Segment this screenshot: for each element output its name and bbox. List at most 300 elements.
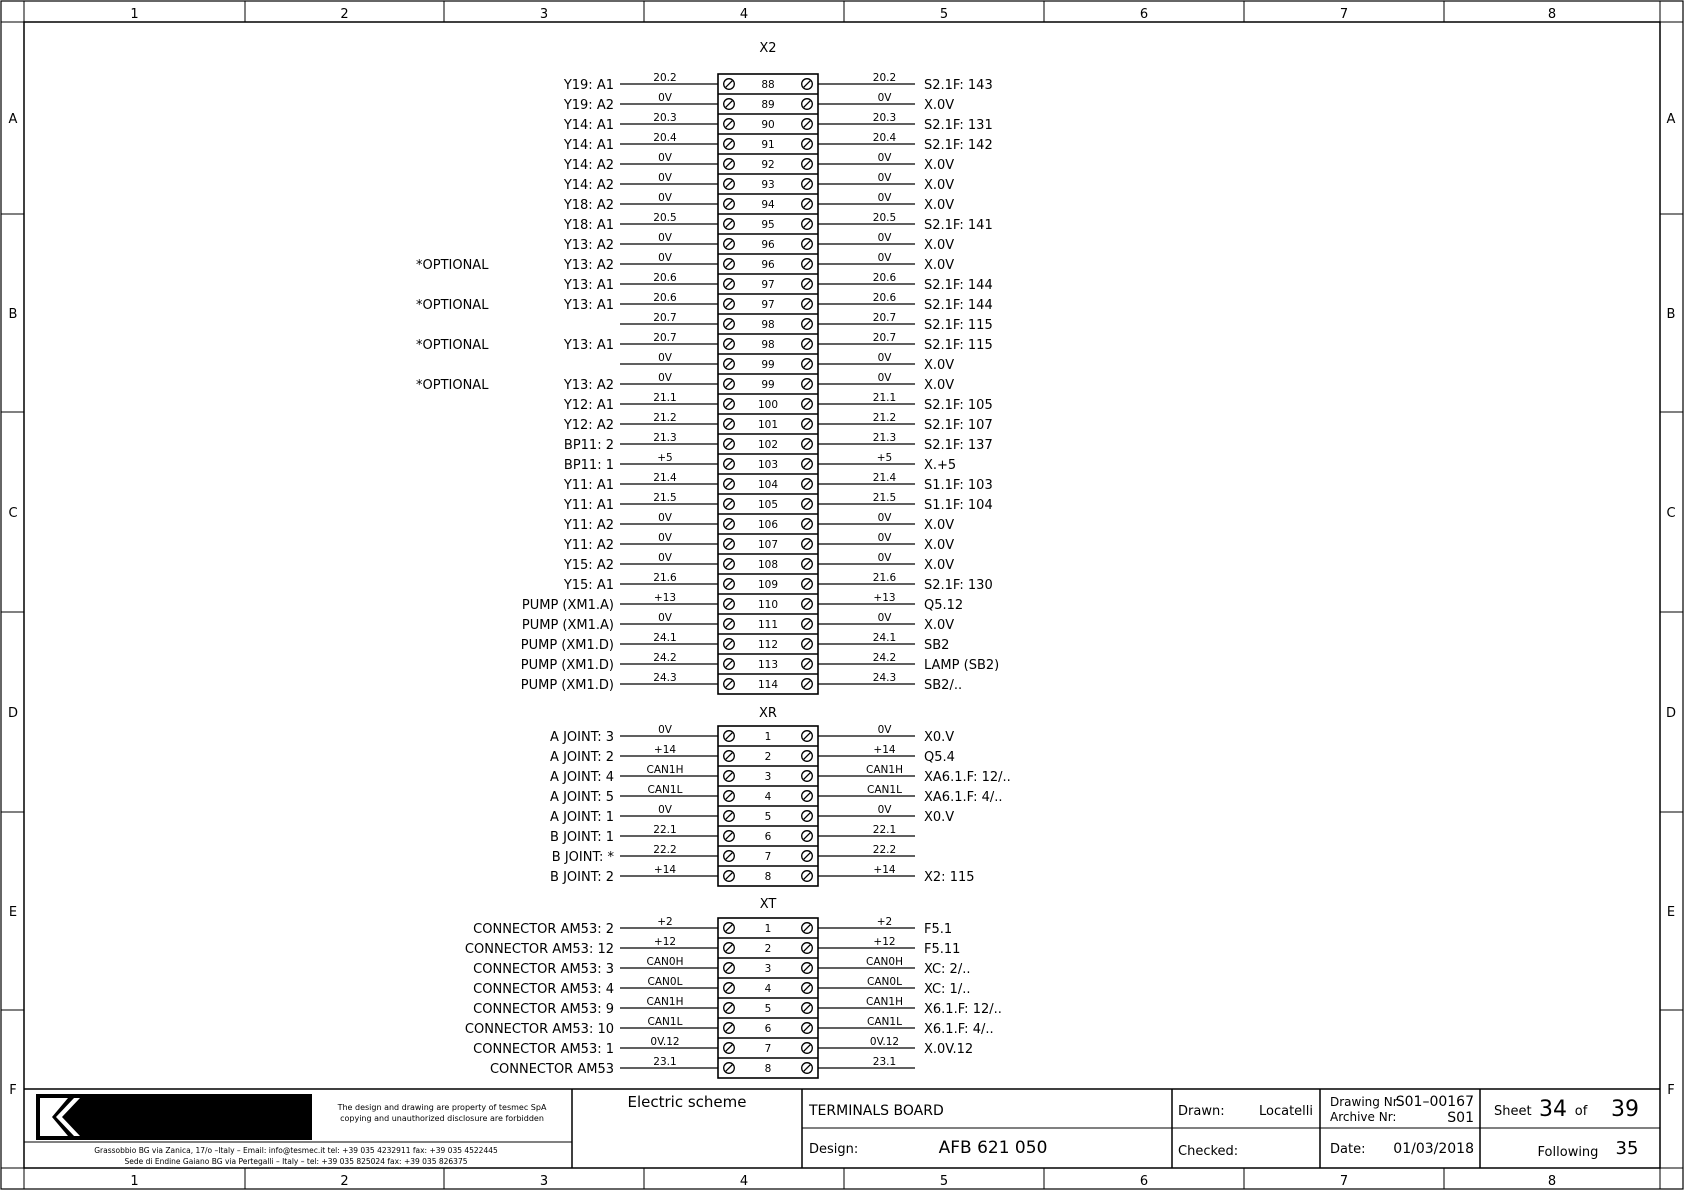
wire-id-right: 0V (877, 192, 892, 204)
terminal-row (620, 352, 954, 373)
terminal-number: 99 (761, 379, 775, 391)
terminal-row (550, 724, 954, 745)
connection-source: PUMP (XM1.D) (520, 678, 614, 693)
screw-right-icon (802, 199, 813, 210)
connection-destination: X.0V (924, 558, 955, 573)
terminal-row (563, 212, 993, 233)
wire-id-right: 24.2 (872, 652, 897, 664)
screw-right-icon (802, 579, 813, 590)
wire-id-left: 21.4 (653, 472, 677, 484)
block-name: XT (759, 897, 777, 912)
wire-id-right: +12 (873, 936, 896, 948)
terminal-row (552, 844, 915, 865)
connection-source: Y12: A1 (563, 398, 614, 413)
terminal-number: 1 (764, 731, 772, 743)
wire-id-right: CAN0L (867, 976, 902, 988)
wire-id-right: 21.1 (872, 392, 897, 404)
screw-left-icon (724, 679, 735, 690)
wire-id-left: 0V (658, 532, 672, 544)
wire-id-right: 0V (877, 372, 892, 384)
terminal-row (550, 744, 955, 765)
screw-left-icon (724, 179, 735, 190)
wire-id-right: +2 (876, 916, 893, 928)
wire-id-left: 21.6 (653, 572, 677, 584)
terminal-row (550, 824, 915, 845)
screw-left-icon (724, 1023, 735, 1034)
wire-id-left: 21.3 (653, 432, 677, 444)
connection-destination: S2.1F: 142 (924, 138, 993, 153)
connection-source: Y15: A2 (563, 558, 614, 573)
wire-id-left: +14 (653, 864, 677, 876)
screw-right-icon (802, 1003, 813, 1014)
screw-left-icon (724, 659, 735, 670)
terminal-number: 91 (761, 139, 775, 151)
connection-source: Y14: A1 (563, 118, 614, 133)
terminal-row (563, 272, 993, 293)
connection-destination: X6.1.F: 4/.. (924, 1022, 994, 1037)
screw-right-icon (802, 279, 813, 290)
screw-left-icon (724, 963, 735, 974)
screw-right-icon (802, 659, 813, 670)
wire-id-left: 20.5 (653, 212, 677, 224)
connection-source: CONNECTOR AM53: 4 (473, 982, 614, 997)
title-block (24, 1089, 1660, 1168)
screw-left-icon (724, 771, 735, 782)
screw-right-icon (802, 679, 813, 690)
screw-left-icon (724, 419, 735, 430)
screw-left-icon (724, 299, 735, 310)
connection-destination: S2.1F: 131 (924, 118, 993, 133)
terminal-row (563, 172, 954, 193)
screw-right-icon (802, 559, 813, 570)
terminal-number: 89 (761, 99, 775, 111)
connection-destination: SB2 (924, 638, 950, 653)
screw-left-icon (724, 579, 735, 590)
drawn-by: Locatelli (1258, 1104, 1313, 1119)
screw-left-icon (724, 459, 735, 470)
terminal-row (473, 1036, 973, 1057)
wire-id-left: 20.6 (653, 292, 677, 304)
terminal-number: 112 (757, 639, 779, 651)
terminal-row (522, 612, 954, 633)
screw-left-icon (724, 811, 735, 822)
screw-right-icon (802, 1043, 813, 1054)
terminal-number: 3 (764, 771, 772, 783)
screw-right-icon (802, 771, 813, 782)
connection-source: Y13: A2 (563, 258, 614, 273)
screw-left-icon (724, 791, 735, 802)
screw-left-icon (724, 79, 735, 90)
connection-destination: X.0V (924, 538, 955, 553)
terminal-number: 105 (757, 499, 779, 511)
screw-right-icon (802, 943, 813, 954)
column-marker-top: 2 (340, 7, 349, 22)
wire-id-left: 0V (658, 232, 672, 244)
connection-source: Y13: A1 (563, 338, 614, 353)
terminal-row (620, 312, 993, 333)
screw-left-icon (724, 539, 735, 550)
logo-text: TESMEC (101, 1097, 291, 1141)
screw-right-icon (802, 339, 813, 350)
screw-right-icon (802, 619, 813, 630)
connection-source: PUMP (XM1.D) (520, 658, 614, 673)
wire-id-left: 24.1 (653, 632, 677, 644)
wire-id-right: 0V (877, 532, 892, 544)
terminal-number: 96 (761, 259, 775, 271)
screw-left-icon (724, 1003, 735, 1014)
column-marker-top: 3 (539, 7, 549, 22)
screw-left-icon (724, 339, 735, 350)
optional-note: *OPTIONAL (416, 298, 489, 313)
terminal-number: 114 (757, 679, 779, 691)
screw-left-icon (724, 923, 735, 934)
terminal-number: 104 (757, 479, 779, 491)
terminal-number: 108 (757, 559, 779, 571)
screw-left-icon (724, 559, 735, 570)
connection-source: Y11: A2 (563, 538, 614, 553)
connection-destination: XC: 1/.. (924, 982, 971, 997)
wire-id-right: 24.1 (872, 632, 897, 644)
connection-destination: XC: 2/.. (924, 962, 971, 977)
terminal-row (563, 412, 993, 433)
connection-source: Y14: A2 (563, 158, 614, 173)
wire-id-left: 24.3 (653, 672, 677, 684)
wire-id-left: 22.1 (653, 824, 677, 836)
terminal-block-x2 (416, 41, 999, 694)
terminal-row (416, 372, 954, 393)
wire-id-left: 0V (658, 724, 672, 736)
wire-id-right: +14 (873, 864, 896, 876)
row-marker-right: C (1666, 506, 1676, 521)
column-marker-bottom: 3 (539, 1174, 549, 1189)
screw-right-icon (802, 319, 813, 330)
terminal-row (564, 432, 993, 453)
connection-destination: Q5.4 (924, 750, 955, 765)
wire-id-left: +5 (657, 452, 673, 464)
screw-left-icon (724, 219, 735, 230)
connection-destination: S2.1F: 115 (924, 318, 993, 333)
connection-destination: X.0V (924, 158, 955, 173)
connection-source: A JOINT: 4 (550, 770, 614, 785)
connection-source: CONNECTOR AM53: 1 (473, 1042, 614, 1057)
screw-left-icon (724, 239, 735, 250)
connection-source: Y18: A2 (563, 198, 614, 213)
connection-destination: S2.1F: 143 (924, 78, 993, 93)
connection-destination: Q5.12 (924, 598, 964, 613)
wire-id-right: 0V (877, 724, 892, 736)
connection-source: Y11: A2 (563, 518, 614, 533)
wire-id-left: 21.1 (653, 392, 677, 404)
wire-id-left: CAN0H (646, 956, 684, 968)
terminal-number: 92 (761, 159, 775, 171)
wire-id-left: 21.2 (653, 412, 677, 424)
wire-id-left: 24.2 (653, 652, 677, 664)
connection-source: Y18: A1 (563, 218, 614, 233)
row-marker-right: E (1666, 905, 1676, 920)
connection-destination: S1.1F: 104 (924, 498, 993, 513)
terminal-number: 6 (764, 831, 772, 843)
screw-left-icon (724, 159, 735, 170)
terminal-row (521, 652, 999, 673)
screw-right-icon (802, 99, 813, 110)
connection-source: A JOINT: 3 (550, 730, 614, 745)
screw-right-icon (802, 923, 813, 934)
terminal-row (563, 572, 993, 593)
wire-id-left: CAN0L (647, 976, 683, 988)
connection-source: PUMP (XM1.A) (521, 598, 614, 613)
terminal-number: 90 (761, 119, 775, 131)
wire-id-left: 0V.12 (650, 1036, 680, 1048)
terminal-row (473, 976, 970, 997)
connection-destination: X.0V (924, 178, 955, 193)
connection-source: Y11: A1 (563, 498, 614, 513)
terminal-row (550, 764, 1011, 785)
screw-left-icon (724, 1043, 735, 1054)
screw-left-icon (724, 479, 735, 490)
screw-left-icon (724, 259, 735, 270)
outer-border (1, 1, 1683, 1189)
connection-destination: LAMP (SB2) (924, 658, 1000, 673)
connection-destination: X.0V (924, 198, 955, 213)
wire-id-right: 0V.12 (869, 1036, 900, 1048)
screw-left-icon (724, 379, 735, 390)
archive-nr-label: Archive Nr: (1330, 1110, 1397, 1124)
connection-destination: X.0V.12 (924, 1042, 974, 1057)
wire-id-right: +13 (873, 592, 896, 604)
connection-source: Y14: A1 (563, 138, 614, 153)
connection-destination: F5.11 (924, 942, 961, 957)
terminal-row (563, 192, 954, 213)
wire-id-left: 0V (658, 172, 672, 184)
screw-right-icon (802, 791, 813, 802)
terminal-row (465, 1016, 994, 1037)
terminal-row (563, 132, 993, 153)
screw-right-icon (802, 983, 813, 994)
terminal-row (473, 956, 970, 977)
terminal-number: 101 (757, 419, 779, 431)
screw-right-icon (802, 479, 813, 490)
screw-right-icon (802, 239, 813, 250)
row-marker-right: D (1665, 706, 1677, 721)
column-marker-bottom: 1 (130, 1174, 139, 1189)
screw-right-icon (802, 1063, 813, 1074)
terminal-row (563, 472, 993, 493)
address-line1: Grassobbio BG via Zanica, 17/o –Italy – Email: info@tesmec.it tel: +39 035 4232911 fax: +39 035 4522445 (94, 1146, 498, 1155)
connection-source: Y19: A1 (563, 78, 614, 93)
wire-id-left: 22.2 (653, 844, 677, 856)
connection-destination: X0.V (924, 730, 955, 745)
terminal-number: 7 (764, 851, 772, 863)
terminal-row (563, 512, 954, 533)
screw-left-icon (724, 619, 735, 630)
wire-id-right: 0V (877, 172, 892, 184)
terminal-number: 98 (761, 319, 775, 331)
row-marker-left: D (7, 706, 19, 721)
row-marker-left: A (8, 112, 18, 127)
wire-id-left: 0V (658, 804, 672, 816)
wire-id-right: 20.5 (872, 212, 897, 224)
following-sheet: 35 (1615, 1138, 1639, 1159)
screw-right-icon (802, 751, 813, 762)
connection-source: A JOINT: 2 (550, 750, 614, 765)
terminal-row (521, 672, 962, 693)
design-code: AFB 621 050 (938, 1138, 1048, 1158)
wire-id-left: +12 (653, 936, 677, 948)
drawing-nr-label: Drawing Nr: (1330, 1095, 1402, 1109)
tesmec-logo (36, 1094, 312, 1141)
connection-source: Y15: A1 (563, 578, 614, 593)
connection-source: CONNECTOR AM53: 10 (464, 1022, 614, 1037)
terminal-number: 4 (764, 791, 772, 803)
wire-id-left: 20.7 (653, 332, 677, 344)
terminal-row (550, 864, 975, 885)
terminal-row (563, 72, 993, 93)
column-marker-bottom: 4 (739, 1174, 749, 1189)
connection-source: PUMP (XM1.D) (520, 638, 614, 653)
terminal-row (563, 552, 954, 573)
screw-left-icon (724, 731, 735, 742)
connection-source: Y13: A2 (563, 238, 614, 253)
wire-id-right: CAN1H (866, 996, 903, 1008)
scheme-type: Electric scheme (627, 1093, 747, 1111)
wire-id-left: CAN1H (646, 996, 684, 1008)
terminal-row (563, 392, 993, 413)
screw-right-icon (802, 459, 813, 470)
screw-right-icon (802, 259, 813, 270)
connection-source: Y12: A2 (563, 418, 614, 433)
column-marker-top: 5 (939, 7, 949, 22)
connection-destination: S2.1F: 107 (924, 418, 993, 433)
screw-right-icon (802, 399, 813, 410)
wire-id-left: +13 (653, 592, 677, 604)
wire-id-right: 23.1 (872, 1056, 897, 1068)
terminal-number: 99 (761, 359, 775, 371)
terminal-row (416, 332, 993, 353)
wire-id-left: CAN1L (647, 1016, 683, 1028)
connection-source: CONNECTOR AM53: 2 (473, 922, 614, 937)
wire-id-right: 20.7 (872, 332, 897, 344)
connection-source: PUMP (XM1.A) (521, 618, 614, 633)
connection-destination: F5.1 (924, 922, 953, 937)
connection-source: CONNECTOR AM53: 9 (473, 1002, 614, 1017)
wire-id-right: 21.5 (872, 492, 897, 504)
terminal-number: 8 (764, 871, 772, 883)
screw-right-icon (802, 599, 813, 610)
screw-right-icon (802, 1023, 813, 1034)
wire-id-right: +14 (873, 744, 896, 756)
connection-destination: S2.1F: 115 (924, 338, 993, 353)
terminal-number: 2 (764, 943, 772, 955)
terminal-row (563, 232, 954, 253)
wire-id-left: 20.4 (653, 132, 677, 144)
screw-right-icon (802, 871, 813, 882)
screw-left-icon (724, 139, 735, 150)
row-marker-left: E (8, 905, 18, 920)
connection-destination: X.0V (924, 98, 955, 113)
ownership-notice-line2: copying and unauthorized disclosure are forbidden (340, 1114, 544, 1123)
screw-right-icon (802, 139, 813, 150)
connection-source: BP11: 2 (563, 438, 614, 453)
wire-id-right: 24.3 (872, 672, 897, 684)
wire-id-right: 21.4 (872, 472, 897, 484)
wire-id-right: 21.6 (872, 572, 897, 584)
of-label: of (1574, 1104, 1588, 1119)
checked-label: Checked: (1178, 1144, 1239, 1159)
terminal-row (563, 532, 954, 553)
screw-left-icon (724, 439, 735, 450)
inner-border (24, 22, 1660, 1168)
wire-id-right: 0V (877, 512, 892, 524)
terminal-number: 5 (764, 811, 772, 823)
sheet-total: 39 (1611, 1097, 1639, 1122)
screw-right-icon (802, 159, 813, 170)
ownership-notice-line1: The design and drawing are property of tesmec SpA (337, 1103, 547, 1112)
screw-left-icon (724, 359, 735, 370)
connection-source: CONNECTOR AM53: 12 (464, 942, 614, 957)
terminal-number: 100 (757, 399, 779, 411)
terminal-number: 93 (761, 179, 775, 191)
connection-source: Y11: A1 (563, 478, 614, 493)
wire-id-right: 0V (877, 352, 892, 364)
wire-id-left: 0V (658, 372, 672, 384)
screw-right-icon (802, 299, 813, 310)
column-marker-top: 8 (1547, 7, 1557, 22)
terminal-row (465, 936, 961, 957)
connection-source: B JOINT: 1 (550, 830, 614, 845)
terminal-blocks (416, 41, 1011, 1078)
terminal-number: 4 (764, 983, 772, 995)
connection-source: B JOINT: 2 (550, 870, 614, 885)
drawing-number: S01–00167 (1395, 1094, 1474, 1110)
terminal-row (416, 252, 954, 273)
screw-left-icon (724, 399, 735, 410)
connection-destination: XA6.1.F: 12/.. (924, 770, 1011, 785)
screw-right-icon (802, 359, 813, 370)
wire-id-right: CAN1L (867, 1016, 902, 1028)
terminal-number: 95 (761, 219, 775, 231)
wire-id-right: 22.2 (872, 844, 897, 856)
connection-destination: X.0V (924, 258, 955, 273)
terminal-number: 106 (757, 519, 779, 531)
wire-id-right: 20.6 (872, 272, 897, 284)
wire-id-right: 21.2 (872, 412, 897, 424)
screw-right-icon (802, 379, 813, 390)
screw-left-icon (724, 499, 735, 510)
connection-destination: X0.V (924, 810, 955, 825)
column-marker-bottom: 5 (939, 1174, 949, 1189)
terminal-block-xr (550, 706, 1011, 886)
row-marker-left: B (8, 307, 18, 322)
wire-id-left: 0V (658, 152, 672, 164)
row-marker-right: B (1666, 307, 1676, 322)
column-marker-top: 6 (1139, 7, 1149, 22)
connection-destination: X.0V (924, 238, 955, 253)
date-label: Date: (1330, 1142, 1366, 1157)
wire-id-left: 0V (658, 92, 672, 104)
connection-destination: X2: 115 (924, 870, 975, 885)
column-marker-top: 7 (1339, 7, 1349, 22)
terminal-number: 110 (757, 599, 779, 611)
screw-left-icon (724, 279, 735, 290)
screw-left-icon (724, 599, 735, 610)
screw-left-icon (724, 831, 735, 842)
connection-destination: XA6.1.F: 4/.. (924, 790, 1003, 805)
wire-id-left: 23.1 (653, 1056, 677, 1068)
screw-right-icon (802, 831, 813, 842)
connection-destination: S2.1F: 141 (924, 218, 993, 233)
wire-id-right: 0V (877, 252, 892, 264)
connection-source: CONNECTOR AM53: 3 (473, 962, 614, 977)
